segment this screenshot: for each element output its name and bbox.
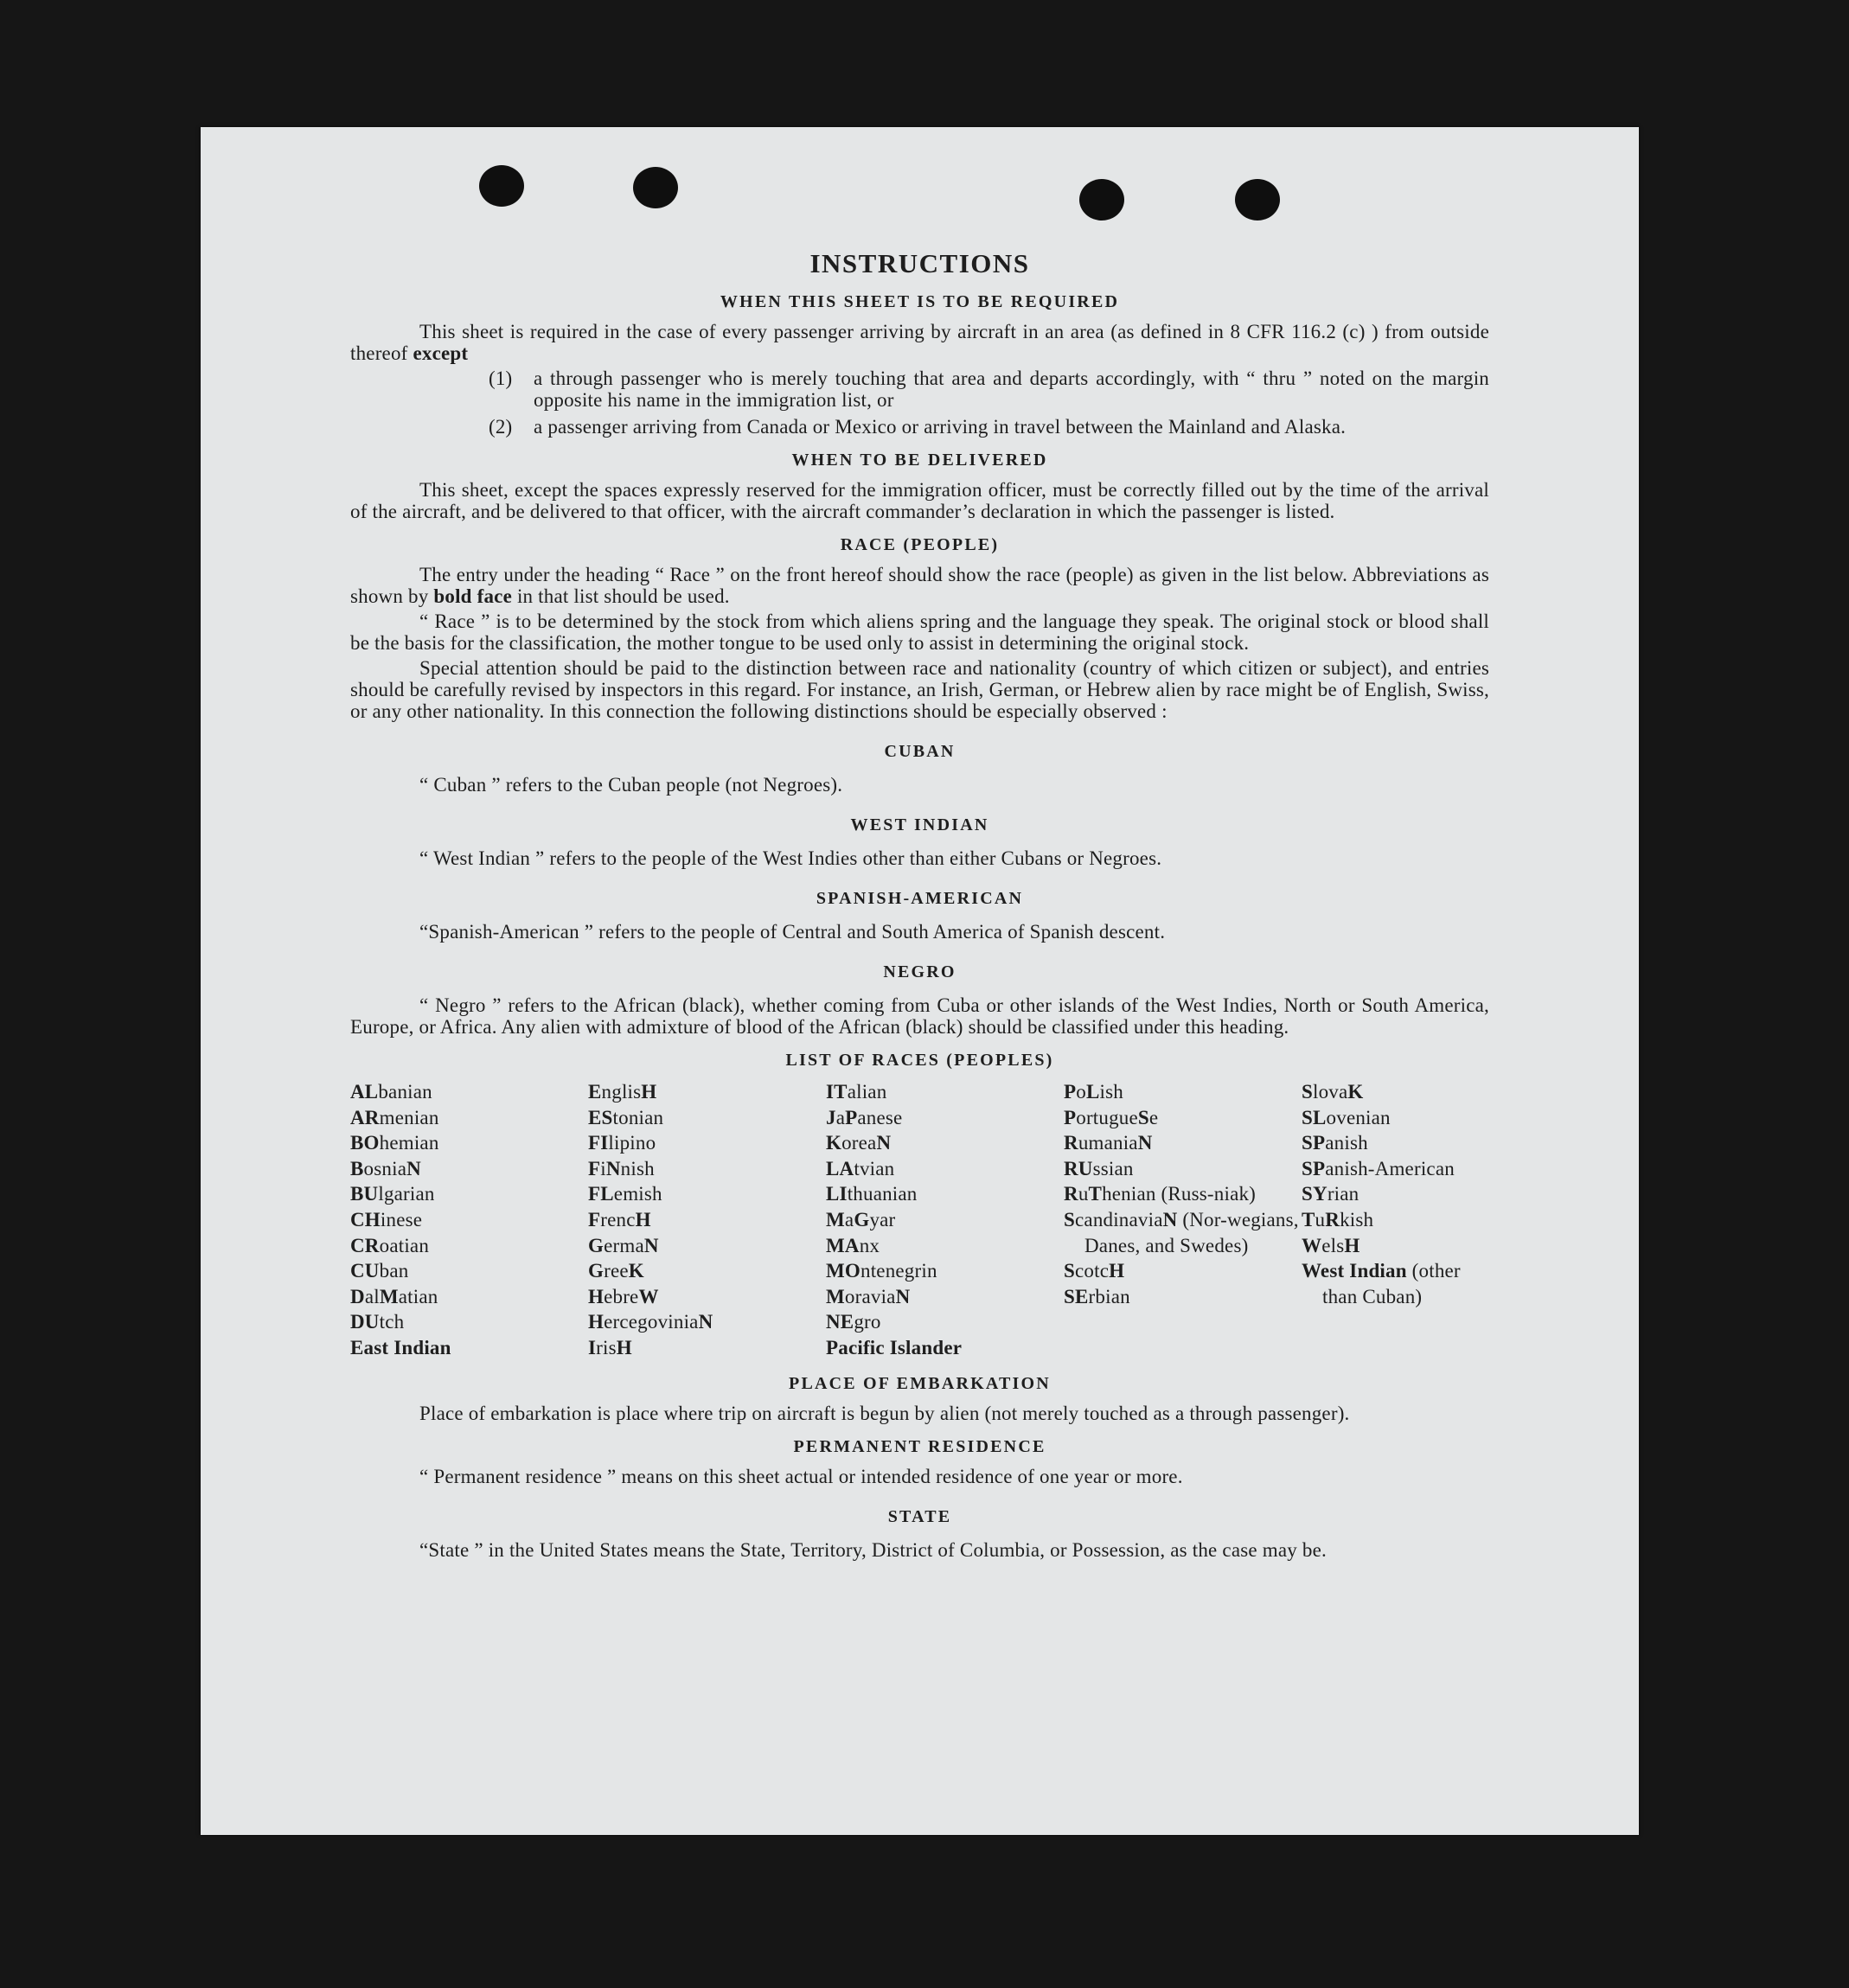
race-entry: RumaniaN xyxy=(1064,1132,1153,1154)
race-entry: RUssian xyxy=(1064,1157,1134,1179)
section-heading-list-of-races: LIST OF RACES (PEOPLES) xyxy=(785,1051,1054,1070)
race-entry: East Indian xyxy=(350,1336,451,1358)
race-entry: FrencH xyxy=(588,1208,651,1231)
section-heading-delivered: WHEN TO BE DELIVERED xyxy=(791,451,1048,470)
page-title: INSTRUCTIONS xyxy=(809,248,1030,278)
races-column xyxy=(826,1079,1064,1361)
race-entry: BOhemian xyxy=(350,1132,439,1154)
race-entry: SlovaK xyxy=(1302,1081,1364,1103)
section-heading-negro: NEGRO xyxy=(883,962,956,981)
list-item xyxy=(489,368,1489,411)
document-page xyxy=(201,127,1639,1835)
punch-hole xyxy=(1235,179,1280,221)
race-entry: PoLish xyxy=(1064,1081,1123,1103)
west-indian-text: “ West Indian ” refers to the people of the West Indies other than either Cubans or Negroes. xyxy=(419,847,1162,869)
race-entry: ScandinaviaN (Nor-wegians, Danes, and Swedes) xyxy=(1064,1208,1299,1256)
section-heading-spanish-american: SPANISH-AMERICAN xyxy=(816,889,1024,908)
race-entry: GreeK xyxy=(588,1260,644,1282)
embarkation-text: Place of embarkation is place where trip on aircraft is begun by alien (not merely touched as a through passenger). xyxy=(419,1402,1350,1424)
race-entry: MAnx xyxy=(826,1234,880,1256)
race-entry: SLovenian xyxy=(1302,1106,1391,1128)
race-entry: MoraviaN xyxy=(826,1285,911,1307)
race-entry: Pacific Islander xyxy=(826,1336,963,1358)
negro-text: “ Negro ” refers to the African (black), whether coming from Cuba or other islands of the West Indies, North or South America, Europe, or Africa. Any alien with admixture of blood of the African (black) should be classified under this heading. xyxy=(350,994,1489,1038)
race-entry: FLemish xyxy=(588,1183,662,1205)
section-heading-residence: PERMANENT RESIDENCE xyxy=(793,1436,1046,1456)
race-entry: GermaN xyxy=(588,1234,659,1256)
race-entry: NEgro xyxy=(826,1311,881,1333)
race-entry: ALbanian xyxy=(350,1081,432,1103)
delivered-text: This sheet, except the spaces expressly reserved for the immigration officer, must be correctly filled out by the time of the arrival of the aircraft, and be delivered to that officer, with the aircraft commander’s declaration in which the passenger is listed. xyxy=(350,479,1489,522)
punch-hole xyxy=(1079,179,1124,221)
race-entry: MOntenegrin xyxy=(826,1260,937,1282)
section-heading-cuban: CUBAN xyxy=(884,742,956,761)
race-entry: ARmenian xyxy=(350,1106,439,1128)
race-entry: RuThenian (Russ-niak) xyxy=(1064,1183,1257,1205)
race-entry: EnglisH xyxy=(588,1081,657,1103)
race-entry: BUlgarian xyxy=(350,1183,435,1205)
race-entry: ITalian xyxy=(826,1081,887,1103)
races-column xyxy=(1302,1079,1489,1361)
race-entry: DUtch xyxy=(350,1311,405,1333)
section-heading-west-indian: WEST INDIAN xyxy=(850,815,989,834)
list-item-text: a passenger arriving from Canada or Mexico or arriving in travel between the Mainland and Alaska. xyxy=(534,416,1347,438)
state-text: “State ” in the United States means the State, Territory, District of Columbia, or Possession, as the case may be. xyxy=(419,1538,1327,1561)
race-entry: LIthuanian xyxy=(826,1183,918,1205)
race-entry: SPanish xyxy=(1302,1132,1368,1154)
list-item-number: (1) xyxy=(489,368,513,389)
race-entry: HebreW xyxy=(588,1285,659,1307)
race-entry: SYrian xyxy=(1302,1183,1360,1205)
race-entry: SPanish-American xyxy=(1302,1157,1455,1179)
list-item-text: a through passenger who is merely touching that area and departs accordingly, with “ thru ” noted on the margin opposite his name in the immigration list, or xyxy=(534,368,1489,411)
races-column xyxy=(588,1079,826,1361)
race-entry: CRoatian xyxy=(350,1234,430,1256)
race-paragraph-3: Special attention should be paid to the distinction between race and nationality (country of which citizen or subject), and entries should be carefully revised by inspectors in this regard. For instance, an Irish, German, or Hebrew alien by race might be of English, Swiss, or any other nationality. In this connection the following distinctions should be especially observed : xyxy=(350,657,1489,722)
race-paragraph-1: The entry under the heading “ Race ” on the front hereof should show the race (people) as given in the list below. Abbreviations as shown by bold face in that list should be used. xyxy=(350,564,1489,607)
race-entry: EStonian xyxy=(588,1106,664,1128)
race-entry: LAtvian xyxy=(826,1157,895,1179)
race-entry: PortugueSe xyxy=(1064,1106,1159,1128)
races-list xyxy=(350,1079,1489,1361)
race-paragraph-2: “ Race ” is to be determined by the stock from which aliens spring and the language they speak. The original stock or blood shall be the basis for the classification, the mother tongue to be used only to assist in determining the original stock. xyxy=(350,610,1489,654)
race-entry: IrisH xyxy=(588,1336,632,1358)
race-entry: West Indian (other than Cuban) xyxy=(1302,1260,1461,1307)
race-entry: ScotcH xyxy=(1064,1260,1125,1282)
race-entry: MaGyar xyxy=(826,1208,896,1231)
race-entry: TuRkish xyxy=(1302,1208,1374,1231)
race-entry: SErbian xyxy=(1064,1285,1130,1307)
race-entry: JaPanese xyxy=(826,1106,903,1128)
race-entry: DalMatian xyxy=(350,1285,438,1307)
list-item xyxy=(489,416,1489,438)
section-heading-embarkation: PLACE OF EMBARKATION xyxy=(789,1373,1051,1393)
punch-hole xyxy=(633,167,678,208)
race-entry: KoreaN xyxy=(826,1132,892,1154)
section-heading-state: STATE xyxy=(887,1506,952,1526)
race-entry: BosniaN xyxy=(350,1157,421,1179)
required-intro: This sheet is required in the case of every passenger arriving by aircraft in an area (as defined in 8 CFR 116.2 (c) ) from outside thereof except xyxy=(350,321,1489,364)
race-entry: FiNnish xyxy=(588,1157,655,1179)
spanish-american-text: “Spanish-American ” refers to the people of Central and South America of Spanish descent. xyxy=(419,921,1166,943)
race-entry: CHinese xyxy=(350,1208,423,1231)
section-heading-race: RACE (PEOPLE) xyxy=(840,535,1000,554)
cuban-text: “ Cuban ” refers to the Cuban people (not Negroes). xyxy=(419,774,843,796)
races-column xyxy=(350,1079,588,1361)
race-entry: HercegoviniaN xyxy=(588,1311,713,1333)
document-content xyxy=(350,248,1489,1564)
races-column xyxy=(1064,1079,1302,1361)
section-heading-required: WHEN THIS SHEET IS TO BE REQUIRED xyxy=(720,292,1120,311)
race-entry: WelsH xyxy=(1302,1234,1360,1256)
list-item-number: (2) xyxy=(489,416,513,438)
residence-text: “ Permanent residence ” means on this sheet actual or intended residence of one year or more. xyxy=(419,1465,1183,1487)
race-entry: FIlipino xyxy=(588,1132,656,1154)
race-entry: CUban xyxy=(350,1260,409,1282)
punch-hole xyxy=(479,165,524,207)
